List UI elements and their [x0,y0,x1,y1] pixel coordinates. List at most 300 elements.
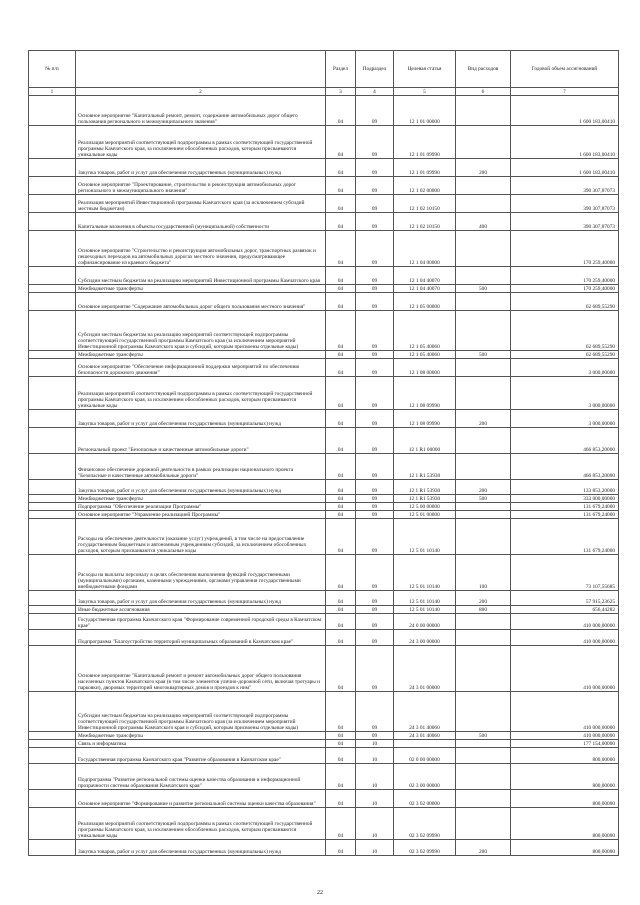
vr-cell [456,808,511,840]
name-cell: Связь и информатика [76,740,326,748]
name-cell: Межбюджетные трансферты [76,495,326,503]
name-cell: Межбюджетные трансферты [76,732,326,740]
vr-cell: 500 [456,732,511,740]
sum-cell: 1 600 183,00410 [511,96,619,126]
name-cell: Основное мероприятие "Управление реализацией Программы" [76,511,326,519]
razdel-cell: 04 [326,410,356,428]
podrazdel-cell: 09 [356,267,394,285]
name-cell: Подпрограмма "Развитие региональной системы оценки качества образования и информационной прозрачности системы образования Камчатского края" [76,764,326,790]
table-row [29,293,619,311]
razdel-cell: 04 [326,511,356,519]
podrazdel-cell: 10 [356,748,394,764]
razdel-cell: 04 [326,606,356,614]
budget-table-page [28,50,618,856]
cs-cell: 12 1 08 09990 [394,410,456,428]
vr-cell [456,646,511,692]
razdel-cell: 04 [326,840,356,856]
table-row [29,377,619,410]
cs-cell: 24 3 01 40060 [394,692,456,732]
sum-cell: 73 107,55685 [511,555,619,591]
razdel-cell: 04 [326,96,356,126]
num-cell [29,195,76,213]
table-row [29,692,619,732]
cs-cell: 12 5 01 10140 [394,591,456,606]
razdel-cell: 04 [326,732,356,740]
razdel-cell: 04 [326,555,356,591]
num-cell [29,732,76,740]
podrazdel-cell: 09 [356,732,394,740]
podrazdel-cell: 09 [356,311,394,351]
vr-cell [456,267,511,285]
num-cell [29,503,76,511]
name-cell: Реализация мероприятий соответствующей подпрограммы в рамках соответствующей государственной программы Камчатского края, за исключением обособленных расходов, которым присваиваются уникальные коды [76,126,326,159]
table-row [29,808,619,840]
sum-cell: 466 853,20000 [511,428,619,454]
razdel-cell: 04 [326,126,356,159]
table-row [29,740,619,748]
name-cell: Основное мероприятие "Капитальный ремонт и ремонт автомобильных дорог общего пользования населенных пунктов Камчатского края (в том числе элементов улично-дорожной сети, включая тротуары и парковки), дворовых территорий многоквартирных домов и проездов к ним" [76,646,326,692]
razdel-cell: 04 [326,177,356,195]
sum-cell: 3 000,00000 [511,377,619,410]
name-cell: Региональный проект "Безопасные и качественные автомобильные дороги" [76,428,326,454]
vr-cell: 800 [456,606,511,614]
table-row [29,231,619,267]
name-cell: Иные бюджетные ассигнования [76,606,326,614]
name-cell: Субсидии местным бюджетам на реализацию мероприятий Инвестиционной программы Камчатского края [76,267,326,285]
vr-cell [456,519,511,555]
name-cell: Закупка товаров, работ и услуг для обеспечения государственных (муниципальных) нужд [76,410,326,428]
vr-cell [456,790,511,808]
table-row [29,177,619,195]
name-cell: Расходы на обеспечение деятельности (оказание услуг) учреждений, в том числе на предоставление государственным бюджетным и автономным учреждениям субсидий, за исключением обособленных расходов, которым присваиваются уникальные коды [76,519,326,555]
cs-cell: 12 1 08 09990 [394,377,456,410]
num-cell [29,606,76,614]
cs-cell: 02 3 02 00000 [394,790,456,808]
razdel-cell: 04 [326,213,356,231]
cs-cell: 12 1 R1 53930 [394,454,456,480]
cs-cell: 24 0 00 00000 [394,614,456,630]
cs-cell: 12 5 01 10140 [394,555,456,591]
table-row [29,454,619,480]
table-row [29,614,619,630]
name-cell: Закупка товаров, работ и услуг для обеспечения государственных (муниципальных) нужд [76,591,326,606]
vr-cell [456,126,511,159]
name-cell: Финансовое обеспечение дорожной деятельности в рамках реализации национального проекта "Безопасные и качественные автомобильные дороги" [76,454,326,480]
podrazdel-cell: 09 [356,285,394,293]
cs-cell: 24 3 01 00000 [394,646,456,692]
cs-cell: 02 0 00 00000 [394,748,456,764]
cs-cell: 12 1 01 09990 [394,126,456,159]
num-cell [29,267,76,285]
podrazdel-cell: 09 [356,614,394,630]
col-cs-header: Целевая статья [394,51,456,88]
num-cell [29,177,76,195]
sum-cell: 62 689,55290 [511,311,619,351]
num-cell [29,692,76,732]
podrazdel-cell: 10 [356,790,394,808]
sum-cell: 3 000,00000 [511,359,619,377]
num-cell [29,359,76,377]
cs-cell [394,740,456,748]
razdel-cell: 04 [326,267,356,285]
table-row [29,840,619,856]
podrazdel-cell: 09 [356,351,394,359]
num-cell [29,790,76,808]
num-cell [29,351,76,359]
cs-cell: 24 3 01 40060 [394,732,456,740]
podrazdel-cell: 09 [356,454,394,480]
podrazdel-cell: 09 [356,480,394,495]
podrazdel-cell: 09 [356,511,394,519]
col-vr-header: Вид расходов [456,51,511,88]
table-row [29,511,619,519]
sum-cell: 3 000,00000 [511,410,619,428]
cs-cell: 02 3 02 09990 [394,808,456,840]
sum-cell: 800,00000 [511,790,619,808]
cs-cell: 12 5 01 00000 [394,511,456,519]
column-number-row [29,88,619,96]
vr-cell [456,293,511,311]
num-cell [29,614,76,630]
cs-cell: 12 1 05 40060 [394,311,456,351]
name-cell: Подпрограмма "Обеспечение реализации Программы" [76,503,326,511]
header-row [29,51,619,88]
vr-cell: 200 [456,159,511,177]
table-row [29,359,619,377]
sum-cell: 131 679,24000 [511,503,619,511]
sum-cell: 131 679,24000 [511,519,619,555]
razdel-cell: 04 [326,377,356,410]
name-cell: Основное мероприятие "Содержание автомобильных дорог общего пользования местного значения" [76,293,326,311]
vr-cell: 200 [456,840,511,856]
cs-cell: 24 3 00 00000 [394,630,456,646]
razdel-cell: 04 [326,503,356,511]
razdel-cell: 04 [326,351,356,359]
razdel-cell: 04 [326,740,356,748]
razdel-cell: 04 [326,454,356,480]
podrazdel-cell: 09 [356,692,394,732]
col-number: 7 [511,88,619,96]
num-cell [29,410,76,428]
num-cell [29,630,76,646]
table-row [29,285,619,293]
cs-cell: 12 1 04 40070 [394,267,456,285]
razdel-cell: 04 [326,311,356,351]
col-number: 1 [29,88,76,96]
cs-cell: 12 1 01 00000 [394,96,456,126]
sum-cell: 800,00000 [511,748,619,764]
col-podrazdel-header: Подраздел [356,51,394,88]
table-row [29,159,619,177]
table-row [29,591,619,606]
num-cell [29,480,76,495]
vr-cell [456,231,511,267]
vr-cell [456,764,511,790]
vr-cell [456,511,511,519]
vr-cell: 200 [456,591,511,606]
razdel-cell: 04 [326,480,356,495]
name-cell: Закупка товаров, работ и услуг для обеспечения государственных (муниципальных) нужд [76,480,326,495]
table-row [29,410,619,428]
name-cell: Реализация мероприятий соответствующей подпрограммы в рамках соответствующей государственной программы Камчатского края, за исключением обособленных расходов, которым присваиваются уникальные коды [76,808,326,840]
sum-cell: 800,00000 [511,840,619,856]
razdel-cell: 04 [326,790,356,808]
sum-cell: 410 000,00000 [511,614,619,630]
cs-cell: 12 1 R1 53930 [394,480,456,495]
num-cell [29,646,76,692]
razdel-cell: 04 [326,195,356,213]
razdel-cell: 04 [326,764,356,790]
num-cell [29,311,76,351]
num-cell [29,126,76,159]
num-cell [29,555,76,591]
podrazdel-cell: 09 [356,646,394,692]
cs-cell: 12 5 01 10140 [394,519,456,555]
sum-cell: 390 307,87073 [511,213,619,231]
cs-cell: 12 1 02 00000 [394,177,456,195]
sum-cell: 800,00000 [511,764,619,790]
vr-cell [456,359,511,377]
name-cell: Субсидии местным бюджетам на реализацию мероприятий соответствующей подпрограммы соответствующей государственной программы Камчатского края (за исключением мероприятий Инвестиционной программы Камчатского края и субсидий, которым присвоены отдельные коды) [76,692,326,732]
num-cell [29,495,76,503]
name-cell: Межбюджетные трансферты [76,285,326,293]
cs-cell: 02 3 02 09990 [394,840,456,856]
name-cell: Межбюджетные трансферты [76,351,326,359]
sum-cell: 390 307,87073 [511,177,619,195]
col-number: 4 [356,88,394,96]
table-row [29,748,619,764]
podrazdel-cell: 09 [356,428,394,454]
col-razdel-header: Раздел [326,51,356,88]
name-cell: Основное мероприятие "Формирование и развитие региональной системы оценки качества образования" [76,790,326,808]
podrazdel-cell: 09 [356,410,394,428]
podrazdel-cell: 09 [356,195,394,213]
vr-cell [456,748,511,764]
cs-cell: 12 1 05 00000 [394,293,456,311]
table-row [29,480,619,495]
sum-cell: 410 000,00000 [511,646,619,692]
razdel-cell: 04 [326,285,356,293]
cs-cell: 12 1 01 09990 [394,159,456,177]
vr-cell: 200 [456,480,511,495]
name-cell: Основное мероприятие "Проектирование, строительство и реконструкция автомобильных дорог регионального и межмуниципального значения" [76,177,326,195]
razdel-cell: 04 [326,428,356,454]
razdel-cell: 04 [326,359,356,377]
vr-cell [456,740,511,748]
num-cell [29,293,76,311]
num-cell [29,213,76,231]
table-row [29,267,619,285]
col-sum-header: Годовой объем ассигнований [511,51,619,88]
podrazdel-cell: 09 [356,359,394,377]
table-row [29,764,619,790]
sum-cell: 62 689,55290 [511,293,619,311]
vr-cell [456,692,511,732]
vr-cell [456,195,511,213]
table-row [29,495,619,503]
podrazdel-cell: 09 [356,630,394,646]
sum-cell: 57 915,23625 [511,591,619,606]
cs-cell: 12 1 08 00000 [394,359,456,377]
name-cell: Основное мероприятие "Строительство и реконструкция автомобильных дорог, транспортных развязок и пешеходных переходов на автомобильных дорогах местного значения, предусматривающее софинансирование из краевого бюджета" [76,231,326,267]
podrazdel-cell: 09 [356,159,394,177]
sum-cell: 410 000,00000 [511,692,619,732]
razdel-cell: 04 [326,231,356,267]
vr-cell [456,614,511,630]
razdel-cell: 04 [326,614,356,630]
sum-cell: 170 259,40000 [511,267,619,285]
budget-table [28,50,619,856]
sum-cell: 170 259,40000 [511,285,619,293]
table-row [29,732,619,740]
table-row [29,519,619,555]
num-cell [29,748,76,764]
podrazdel-cell: 09 [356,231,394,267]
podrazdel-cell: 09 [356,606,394,614]
vr-cell: 200 [456,410,511,428]
num-cell [29,808,76,840]
name-cell: Реализация мероприятий Инвестиционной программы Камчатского края (за исключением субсидий местным бюджетам) [76,195,326,213]
num-cell [29,377,76,410]
col-number: 2 [76,88,326,96]
sum-cell: 1 600 183,00410 [511,159,619,177]
table-row [29,213,619,231]
podrazdel-cell: 09 [356,177,394,195]
sum-cell: 800,00000 [511,808,619,840]
razdel-cell: 04 [326,519,356,555]
table-row [29,606,619,614]
podrazdel-cell: 10 [356,840,394,856]
sum-cell: 656,44282 [511,606,619,614]
cs-cell: 12 1 R1 00000 [394,428,456,454]
sum-cell: 62 689,55290 [511,351,619,359]
cs-cell: 12 1 04 00000 [394,231,456,267]
table-row [29,646,619,692]
sum-cell: 131 679,24000 [511,511,619,519]
razdel-cell: 04 [326,591,356,606]
name-cell: Закупка товаров, работ и услуг для обеспечения государственных (муниципальных) нужд [76,840,326,856]
num-cell [29,231,76,267]
vr-cell: 100 [456,555,511,591]
razdel-cell: 04 [326,630,356,646]
name-cell: Государственная программа Камчатского края "Развитие образования в Камчатском крае" [76,748,326,764]
name-cell: Основное мероприятие "Капитальный ремонт, ремонт, содержание автомобильных дорог общего пользования регионального и межмуниципального значения" [76,96,326,126]
table-row [29,311,619,351]
col-number: 3 [326,88,356,96]
podrazdel-cell: 09 [356,495,394,503]
table-row [29,126,619,159]
col-number: 6 [456,88,511,96]
razdel-cell: 04 [326,159,356,177]
sum-cell: 410 000,00000 [511,732,619,740]
num-cell [29,764,76,790]
podrazdel-cell: 10 [356,764,394,790]
col-number: 5 [394,88,456,96]
num-cell [29,511,76,519]
table-row [29,630,619,646]
podrazdel-cell: 09 [356,555,394,591]
name-cell: Закупка товаров, работ и услуг для обеспечения государственных (муниципальных) нужд [76,159,326,177]
cs-cell: 12 1 05 40060 [394,351,456,359]
sum-cell: 170 259,40000 [511,231,619,267]
num-cell [29,159,76,177]
vr-cell [456,377,511,410]
num-cell [29,591,76,606]
table-row [29,790,619,808]
cs-cell: 12 1 R1 53930 [394,495,456,503]
table-row [29,555,619,591]
table-row [29,428,619,454]
table-row [29,96,619,126]
vr-cell [456,96,511,126]
num-cell [29,740,76,748]
vr-cell: 500 [456,351,511,359]
vr-cell [456,454,511,480]
podrazdel-cell: 09 [356,503,394,511]
vr-cell [456,177,511,195]
razdel-cell: 04 [326,748,356,764]
razdel-cell: 04 [326,495,356,503]
sum-cell: 177 154,00000 [511,740,619,748]
table-row [29,195,619,213]
num-cell [29,285,76,293]
name-cell: Субсидии местным бюджетам на реализацию мероприятий соответствующей подпрограммы соответствующей государственной программы Камчатского края (за исключением мероприятий Инвестиционной программы Камчатского края и субсидий, которым присвоены отдельные коды) [76,311,326,351]
cs-cell: 12 5 00 00000 [394,503,456,511]
podrazdel-cell: 09 [356,377,394,410]
podrazdel-cell: 10 [356,740,394,748]
razdel-cell: 04 [326,808,356,840]
podrazdel-cell: 09 [356,126,394,159]
cs-cell: 12 1 02 10150 [394,213,456,231]
name-cell: Расходы на выплаты персоналу в целях обеспечения выполнения функций государственными (муниципальными) органами, казенными учреждениями, органами управления государственными внебюджетными фондами [76,555,326,591]
razdel-cell: 04 [326,293,356,311]
cs-cell: 12 5 01 10140 [394,606,456,614]
podrazdel-cell: 09 [356,96,394,126]
podrazdel-cell: 09 [356,519,394,555]
cs-cell: 12 1 04 40070 [394,285,456,293]
sum-cell: 410 000,00000 [511,630,619,646]
vr-cell [456,428,511,454]
vr-cell [456,311,511,351]
podrazdel-cell: 10 [356,808,394,840]
table-row [29,351,619,359]
sum-cell: 466 853,20000 [511,454,619,480]
vr-cell [456,503,511,511]
num-cell [29,519,76,555]
num-cell [29,428,76,454]
cs-cell: 02 3 00 00000 [394,764,456,790]
vr-cell: 500 [456,285,511,293]
sum-cell: 333 000,00000 [511,495,619,503]
podrazdel-cell: 09 [356,293,394,311]
vr-cell [456,630,511,646]
podrazdel-cell: 09 [356,591,394,606]
col-name-header [76,51,326,88]
num-cell [29,96,76,126]
sum-cell: 390 307,87073 [511,195,619,213]
razdel-cell: 04 [326,692,356,732]
num-cell [29,840,76,856]
name-cell: Основное мероприятие "Обеспечение информационной поддержки мероприятий по обеспечению безопасности дорожного движения" [76,359,326,377]
name-cell: Капитальные вложения в объекты государственной (муниципальной) собственности [76,213,326,231]
num-cell [29,454,76,480]
podrazdel-cell: 09 [356,213,394,231]
razdel-cell: 04 [326,646,356,692]
name-cell: Подпрограмма "Благоустройство территорий муниципальных образований в Камчатском крае" [76,630,326,646]
sum-cell: 1 600 183,00410 [511,126,619,159]
table-body [29,96,619,856]
col-num-header: № п/п [29,51,76,88]
